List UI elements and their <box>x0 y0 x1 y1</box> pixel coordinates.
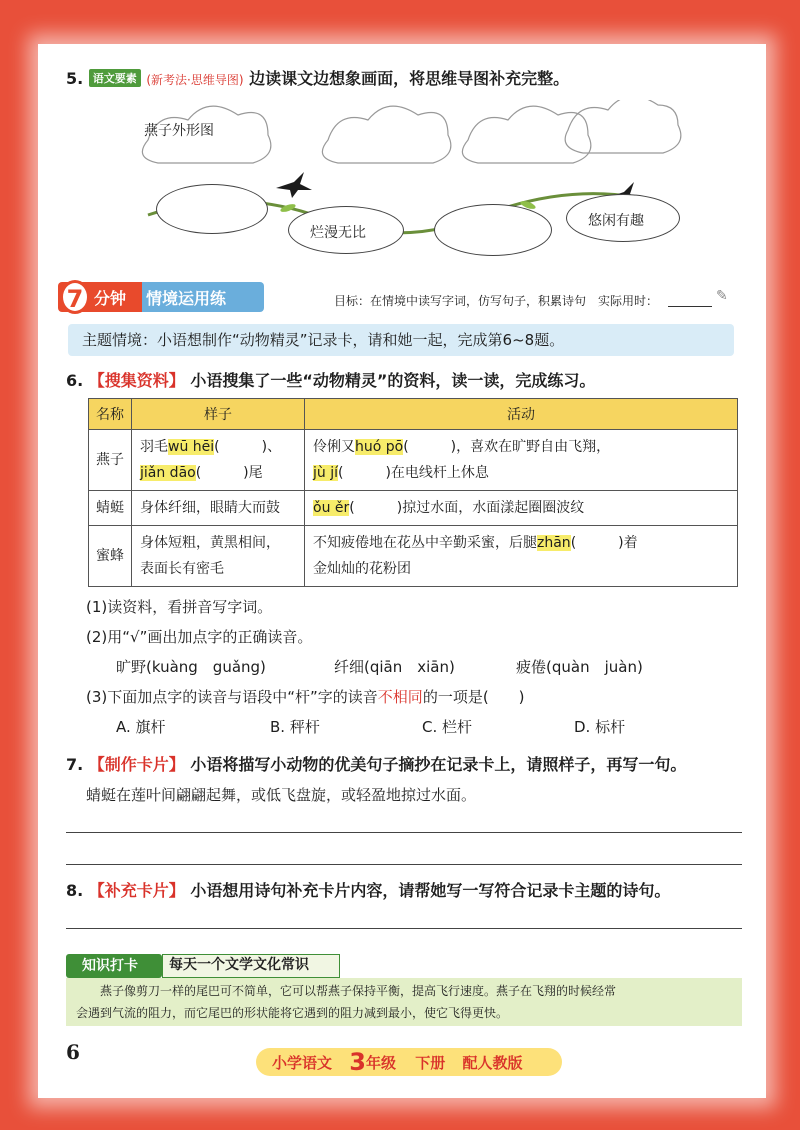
question-tag: 【补充卡片】 <box>88 881 185 900</box>
answer-blank[interactable]: ( )着 <box>570 535 638 551</box>
question-tag: 【制作卡片】 <box>88 755 185 774</box>
option-d[interactable]: D. 标杆 <box>574 718 626 736</box>
question-tag: 【搜集资料】 <box>88 371 185 390</box>
cell-text: 表面长有密毛 <box>140 561 224 577</box>
section-title: 情境运用练 <box>146 289 227 308</box>
table-cell-activity <box>305 526 738 587</box>
pencil-icon: ✎ <box>716 288 728 304</box>
cell-text: 不知疲倦地在花丛中辛勤采蜜，后腿 <box>313 535 537 551</box>
mind-map-bubble-empty[interactable] <box>434 204 552 256</box>
option-c[interactable]: C. 栏杆 <box>422 718 473 736</box>
table-header: 样子 <box>132 399 305 430</box>
option-a[interactable]: A. 旗杆 <box>116 718 166 736</box>
worksheet-page <box>38 44 766 1098</box>
table-cell-activity <box>305 491 738 526</box>
footer-grade: 年级 <box>365 1054 396 1072</box>
answer-blank[interactable]: ( )掠过水面，水面漾起圈圈波纹 <box>349 500 585 516</box>
table-cell-look: 身体纤细，眼睛大而鼓 <box>132 491 305 526</box>
footer-edition: 配人教版 <box>462 1054 523 1072</box>
question-text: 小语想用诗句补充卡片内容，请帮她写一写符合记录卡主题的诗句。 <box>190 881 671 900</box>
question-text: 小语将描写小动物的优美句子摘抄在记录卡上，请照样子，再写一句。 <box>190 755 687 774</box>
answer-blank[interactable]: ( )，喜欢在旷野自由飞翔， <box>403 439 611 455</box>
knowledge-card-heading: 每天一个文学文化常识 <box>162 954 340 978</box>
pinyin-prompt: jù jí <box>313 465 338 481</box>
footer-grade-number: 3 <box>349 1048 366 1076</box>
sub-question-text: (3)下面加点字的读音与语段中“杆”字的读音 <box>86 688 378 706</box>
example-sentence: 蜻蜓在莲叶间翩翩起舞，或低飞盘旋，或轻盈地掠过水面。 <box>86 786 477 804</box>
table-cell-look <box>132 430 305 491</box>
knowledge-text: 燕子像剪刀一样的尾巴可不简单，它可以帮燕子保持平衡，提高飞行速度。燕子在飞翔的时候经常 <box>100 984 617 998</box>
question-number: 7. <box>66 755 84 774</box>
table-header-row <box>89 399 738 430</box>
pronunciation-choice[interactable]: 纤细(qiān xiān) <box>334 658 455 676</box>
footer-term: 下册 <box>415 1054 446 1072</box>
table-row <box>89 526 738 587</box>
sub-question-3 <box>86 686 525 707</box>
answer-blank[interactable]: ( )在电线杆上休息 <box>338 465 489 481</box>
answer-blank[interactable]: ( )尾 <box>195 465 263 481</box>
mind-map-label: 燕子外形图 <box>144 123 214 139</box>
question-6-title <box>66 368 595 391</box>
time-used-blank[interactable] <box>668 306 712 307</box>
question-number: 6. <box>66 371 84 390</box>
mind-map-bubble-text: 烂漫无比 <box>310 225 366 241</box>
table-cell-name: 燕子 <box>89 430 132 491</box>
knowledge-text: 会遇到气流的阻力，而它尾巴的形状能将它遇到的阻力减到最小，使它飞得更快。 <box>76 1006 509 1020</box>
table-cell-name: 蜜蜂 <box>89 526 132 587</box>
book-footer <box>256 1048 562 1076</box>
sub-question-1: (1)读资料，看拼音写字词。 <box>86 598 273 616</box>
tag-new-method: (新考法·思维导图) <box>146 73 244 87</box>
knowledge-card-tag: 知识打卡 <box>66 954 162 978</box>
cloud-icon <box>142 100 680 163</box>
page-number: 6 <box>66 1040 80 1064</box>
pronunciation-choice[interactable]: 旷野(kuàng guǎng) <box>116 658 266 676</box>
cell-text: 金灿灿的花粉团 <box>313 561 411 577</box>
section-goal: 目标：在情境中读写字词，仿写句子，积累诗句 实际用时： <box>334 294 659 308</box>
question-number: 5. <box>66 69 84 88</box>
emphasis-text: 不相同 <box>377 688 423 706</box>
pronunciation-choice[interactable]: 疲倦(quàn juàn) <box>516 658 643 676</box>
cell-text: 羽毛 <box>140 439 168 455</box>
question-text: 小语搜集了一些“动物精灵”的资料，读一读，完成练习。 <box>190 371 596 390</box>
table-header: 名称 <box>89 399 132 430</box>
animal-info-table <box>88 398 738 587</box>
table-cell-name: 蜻蜓 <box>89 491 132 526</box>
mind-map-bubble-empty[interactable] <box>156 184 268 234</box>
section-minutes-number: 7 <box>60 280 90 314</box>
theme-context: 主题情境：小语想制作“动物精灵”记录卡，请和她一起，完成第6~8题。 <box>68 324 734 356</box>
table-header: 活动 <box>305 399 738 430</box>
answer-line[interactable] <box>66 928 742 929</box>
sub-question-2: (2)用“√”画出加点字的正确读音。 <box>86 628 313 646</box>
answer-blank[interactable]: 的一项是( ) <box>422 688 525 706</box>
cell-text: 身体短粗，黄黑相间， <box>140 535 280 551</box>
pinyin-prompt: huó pō <box>355 439 404 455</box>
cell-text: 伶俐又 <box>313 439 355 455</box>
question-7-title <box>66 752 686 775</box>
table-cell-activity <box>305 430 738 491</box>
pinyin-prompt: jiǎn dāo <box>140 465 196 481</box>
option-b[interactable]: B. 秤杆 <box>270 718 320 736</box>
section-minutes-label: 分钟 <box>94 289 127 308</box>
table-row <box>89 430 738 491</box>
mind-map-bubble-text: 悠闲有趣 <box>588 213 644 229</box>
question-5-title <box>66 66 569 89</box>
pinyin-prompt: zhān <box>537 535 571 551</box>
question-number: 8. <box>66 881 84 900</box>
knowledge-card-body <box>66 978 742 1026</box>
answer-line[interactable] <box>66 864 742 865</box>
question-8-title <box>66 878 670 901</box>
question-text: 边读课文边想象画面，将思维导图补充完整。 <box>249 69 570 88</box>
answer-blank[interactable]: ( )、 <box>214 439 282 455</box>
pinyin-prompt: ǒu ěr <box>313 500 350 516</box>
answer-line[interactable] <box>66 832 742 833</box>
table-cell-look <box>132 526 305 587</box>
footer-subject: 小学语文 <box>272 1054 333 1072</box>
tag-chinese-element: 语文要素 <box>89 69 141 87</box>
table-row <box>89 491 738 526</box>
pinyin-prompt: wū hēi <box>168 439 215 455</box>
